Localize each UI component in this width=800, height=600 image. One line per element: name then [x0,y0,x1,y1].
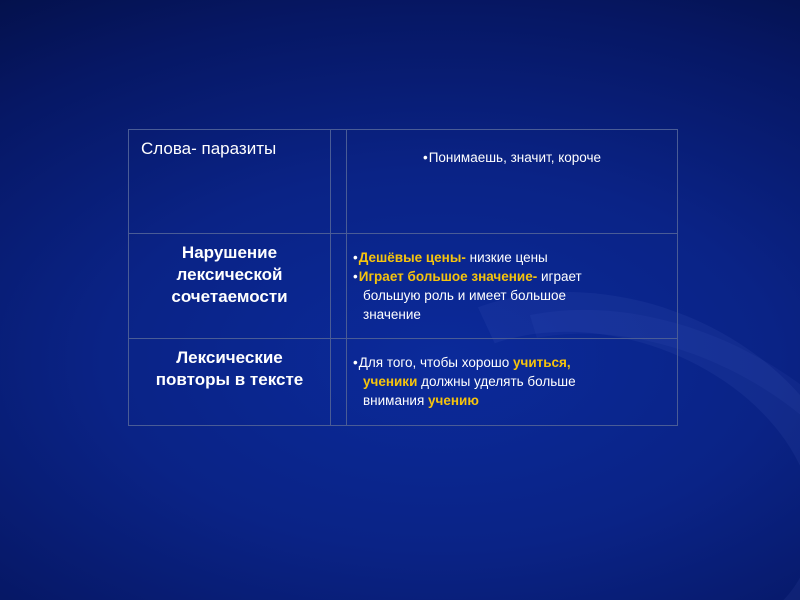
highlight-text: ученики [363,374,418,389]
list-item [353,353,671,372]
row-label-cell [129,234,331,339]
row-label-line: лексической [176,265,283,284]
highlight-text: Дешёвые цены- [358,250,466,265]
content-continuation [353,391,671,410]
bullet: • [353,269,358,284]
table-row [129,234,678,339]
row-label-cell [129,130,331,234]
row-label-line: сочетаемости [171,287,288,306]
row-label-line: повторы в тексте [155,370,304,389]
errors-table [128,129,678,426]
content-text: Для того, чтобы хорошо [358,355,513,370]
table-row [129,339,678,426]
content-text: низкие цены [465,250,548,265]
row-content-cell [347,234,678,339]
spacer-cell [331,234,347,339]
content-text: Понимаешь, значит, короче [428,150,602,165]
row-label [129,234,330,308]
bullet: • [422,150,428,165]
row-content-cell [347,130,678,234]
content-continuation [353,372,671,391]
bullet: • [353,355,358,370]
row-label [129,339,330,391]
content-continuation: значение [363,307,421,322]
spacer-cell [331,130,347,234]
list-item [353,248,671,267]
highlight-text: учению [428,393,479,408]
row-label-cell [129,339,331,426]
row-label-line: Нарушение [181,243,278,262]
content-text: внимания [363,393,429,408]
content-continuation: большую роль и имеет большое [363,288,567,303]
row-label: Слова- паразиты [141,139,277,158]
row-content [347,339,677,410]
highlight-text: учиться, [512,355,571,370]
bullet: • [353,250,358,265]
table-row [129,130,678,234]
content-text: должны уделять больше [417,374,576,389]
list-item [353,267,671,286]
row-content [347,130,677,167]
highlight-text: Играет большое значение- [358,269,538,284]
spacer-cell [331,339,347,426]
content-text: играет [537,269,582,284]
row-content-cell [347,339,678,426]
row-content [347,234,677,324]
row-label-line: Лексические [176,348,283,367]
